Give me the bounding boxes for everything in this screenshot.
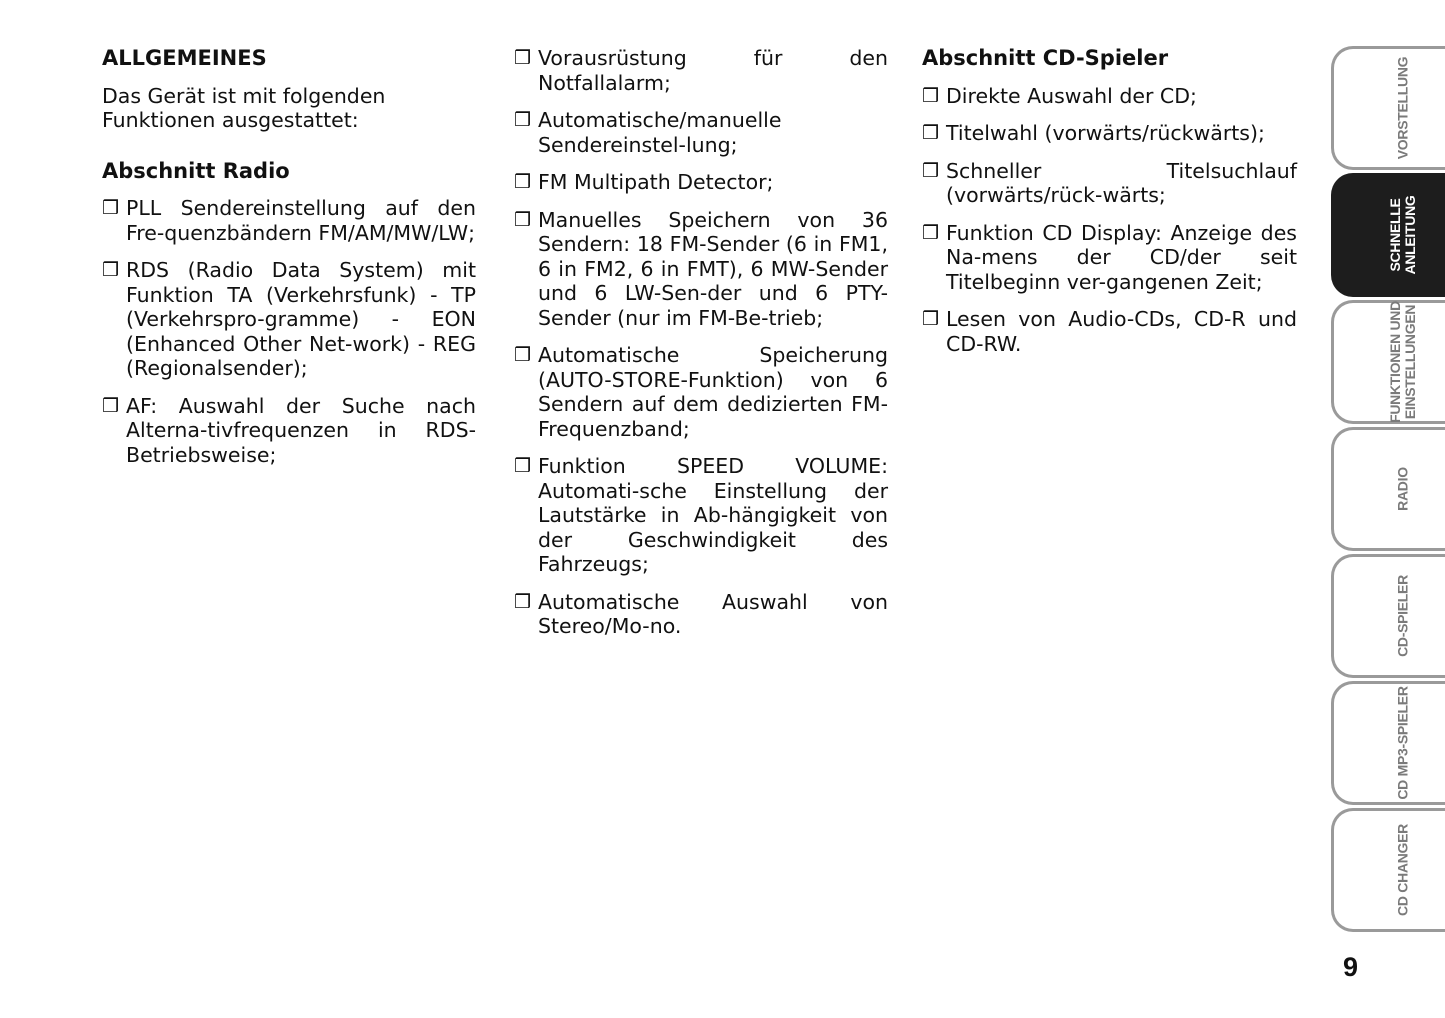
list-item xyxy=(514,454,888,577)
list-item-text: RDS (Radio Data System) mit Funktion TA (Verkehrsfunk) - TP (Verkehrspro-gramme) - EON (Enhanced Other Net-work) - REG (Regionalsender); xyxy=(126,258,476,380)
tab-label: VORSTELLUNG xyxy=(1394,56,1410,160)
checkbox-bullet-icon: ❒ xyxy=(922,122,940,144)
list-item-text: Funktion CD Display: Anzeige des Na-mens der CD/der seit Titelbeginn ver-gangenen Zeit; xyxy=(946,220,1297,294)
tab-cd-changer[interactable] xyxy=(1331,808,1445,932)
list-item xyxy=(922,307,1297,356)
list-item xyxy=(514,343,888,441)
list-item xyxy=(922,121,1297,146)
tab-cd-spieler[interactable] xyxy=(1331,554,1445,678)
list-item-text: PLL Sendereinstellung auf den Fre-quenzbändern FM/AM/MW/LW; xyxy=(126,196,476,245)
list-item-text: Automatische Auswahl von Stereo/Mo-no. xyxy=(538,589,888,638)
list-item xyxy=(922,159,1297,208)
checkbox-bullet-icon: ❒ xyxy=(102,259,120,281)
list-item xyxy=(514,108,888,157)
tab-schnelle-anleitung[interactable] xyxy=(1331,173,1445,297)
column-right xyxy=(922,46,1297,369)
list-item xyxy=(514,170,888,195)
list-item xyxy=(514,208,888,331)
list-item xyxy=(922,84,1297,109)
tab-label: FUNKTIONEN UND EINSTELLUNGEN xyxy=(1386,301,1418,423)
list-item-text: Funktion SPEED VOLUME: Automati-sche Einstellung der Lautstärke in Ab-hängigkeit von der Geschwindigkeit des Fahrzeugs; xyxy=(538,454,888,576)
tab-funktionen-und-einstellungen[interactable] xyxy=(1331,300,1445,424)
checkbox-bullet-icon: ❒ xyxy=(102,197,120,219)
page-number: 9 xyxy=(1343,952,1359,982)
heading-abschnitt-radio: Abschnitt Radio xyxy=(102,158,290,183)
list-item-text: Direkte Auswahl der CD; xyxy=(946,83,1197,108)
tab-radio[interactable] xyxy=(1331,427,1445,551)
list-item xyxy=(514,46,888,95)
checkbox-bullet-icon: ❒ xyxy=(514,171,532,193)
checkbox-bullet-icon: ❒ xyxy=(514,47,532,69)
tab-label: CD CHANGER xyxy=(1394,824,1410,916)
list-item-text: Automatische Speicherung (AUTO-STORE-Funktion) von 6 Sendern auf dem dedizierten FM-Frequenzband; xyxy=(538,343,888,441)
list-item-text: Titelwahl (vorwärts/rückwärts); xyxy=(946,121,1265,145)
checkbox-bullet-icon: ❒ xyxy=(922,159,940,182)
tab-label: SCHNELLE ANLEITUNG xyxy=(1386,195,1418,275)
checkbox-bullet-icon: ❒ xyxy=(922,308,940,330)
list-item-text: Automatische/manuelle Sendereinstel-lung; xyxy=(538,108,782,157)
checkbox-bullet-icon: ❒ xyxy=(514,455,532,477)
column-middle xyxy=(514,46,888,652)
tab-vorstellung[interactable] xyxy=(1331,46,1445,170)
list-item xyxy=(922,221,1297,295)
heading-abschnitt-cd-spieler: Abschnitt CD-Spieler xyxy=(922,46,1169,70)
radio-feature-list-continued xyxy=(514,46,888,639)
column-left xyxy=(102,46,476,480)
list-item-text: Lesen von Audio-CDs, CD-R und CD-RW. xyxy=(946,307,1297,356)
checkbox-bullet-icon: ❒ xyxy=(922,84,940,107)
list-item xyxy=(102,394,476,468)
tab-label: CD-SPIELER xyxy=(1394,575,1410,657)
list-item-text: Schneller Titelsuchlauf (vorwärts/rück-wärts; xyxy=(946,158,1297,207)
checkbox-bullet-icon: ❒ xyxy=(514,109,532,131)
list-item xyxy=(102,196,476,245)
checkbox-bullet-icon: ❒ xyxy=(514,208,532,231)
list-item xyxy=(102,258,476,381)
checkbox-bullet-icon: ❒ xyxy=(922,221,940,244)
list-item-text: Vorausrüstung für den Notfallalarm; xyxy=(538,46,888,95)
cd-feature-list xyxy=(922,84,1297,357)
checkbox-bullet-icon: ❒ xyxy=(102,394,120,417)
list-item-text: AF: Auswahl der Suche nach Alterna-tivfrequenzen in RDS-Betriebsweise; xyxy=(126,393,476,467)
tab-label: CD MP3-SPIELER xyxy=(1394,686,1410,800)
list-item-text: FM Multipath Detector; xyxy=(538,170,774,194)
radio-feature-list xyxy=(102,196,476,467)
list-item-text: Manuelles Speichern von 36 Sendern: 18 FM-Sender (6 in FM1, 6 in FM2, 6 in FMT), 6 MW-Sender und 6 LW-Sen-der und 6 PTY-Sender (nur im FM-Be-trieb; xyxy=(538,207,888,330)
intro-text: Das Gerät ist mit folgenden Funktionen ausgestattet: xyxy=(102,83,386,132)
heading-allgemeines: ALLGEMEINES xyxy=(102,46,267,70)
list-item xyxy=(514,590,888,639)
checkbox-bullet-icon: ❒ xyxy=(514,344,532,366)
checkbox-bullet-icon: ❒ xyxy=(514,590,532,613)
tab-label: RADIO xyxy=(1394,467,1410,511)
tab-cd-mp3-spieler[interactable] xyxy=(1331,681,1445,805)
